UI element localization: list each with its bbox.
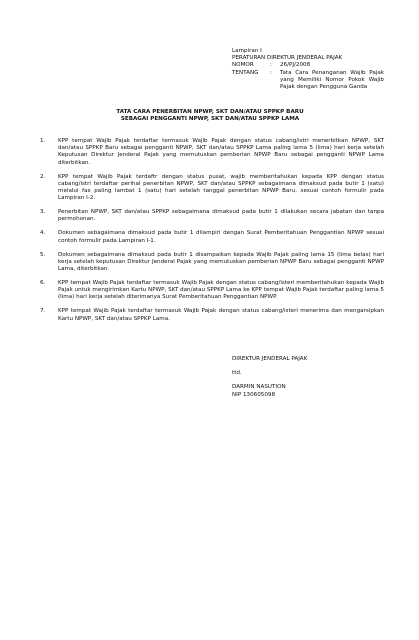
number-key: NOMOR xyxy=(232,62,254,69)
number-row xyxy=(232,62,384,69)
list-item xyxy=(40,252,384,274)
document-title xyxy=(40,109,380,123)
list-item xyxy=(40,230,384,244)
item-number: 1. xyxy=(40,138,46,144)
subject-value: Tata Cara Penanganan Wajib Pajak yang Memiliki Nomor Pokok Wajib Pajak dengan Pengguna Ganda xyxy=(280,69,384,91)
signatory-office: DIREKTUR JENDERAL PAJAK xyxy=(232,356,308,362)
item-number: 4. xyxy=(40,230,46,237)
subject-row xyxy=(232,70,384,92)
item-text: Dokumen sebagaimana dimaksud pada butir 1 disampaikan kepada Wajib Pajak paling lama 15 (lima belas) hari kerja setelah keputusan Direktur Jenderal Pajak yang memutuskan pemberian NPWP Baru sebagai pengganti NPWP Lama, diterbitkan. xyxy=(58,251,384,273)
title-line-2: SEBAGAI PENGGANTI NPWP, SKT DAN/ATAU SPPKP LAMA xyxy=(120,116,300,123)
item-number: 6. xyxy=(40,280,46,287)
item-number: 5. xyxy=(40,251,46,258)
regulation-title: PERATURAN DIREKTUR JENDERAL PAJAK xyxy=(232,55,343,62)
procedure-list xyxy=(40,138,384,330)
signature-block xyxy=(232,356,382,399)
signature-spacer xyxy=(232,377,382,384)
item-text: KPP tempat Wajib Pajak terdaftr dengan status pusat, wajib memberitahukan kepada KPP dengan status cabang/istri terdaftar perihal penerbitan NPWP, SKT dan/atau SPPKP sebagaimana dimaksud pada butir 1 (satu) melalui fax paling lambat 1 (satu) hari setelah tanggal penerbitan NPWP Baru, sesuai contoh formulir pada Lampiran I-2. xyxy=(58,173,384,202)
item-number: 3. xyxy=(40,209,46,216)
number-value: 26/PJ/2008 xyxy=(280,62,311,69)
list-item xyxy=(40,280,384,302)
signatory-name: DARMIN NASUTION xyxy=(232,384,286,391)
list-item xyxy=(40,209,384,223)
signature-spacer xyxy=(232,363,382,370)
list-item xyxy=(40,308,384,322)
item-number: 2. xyxy=(40,173,46,180)
title-line-1: TATA CARA PENERBITAN NPWP, SKT DAN/ATAU SPPKP BARU xyxy=(116,109,304,115)
item-text: KPP tempat Wajib Pajak terdaftar termasuk Wajib Pajak dengan status cabang/istri menerbitkan NPWP, SKT dan/atau SPPKP Baru sebagai pengganti NPWP, SKT dan/atau SPPKP Lama paling lama 5 (lima) hari kerja setelah Keputusan Direktur Jenderal Pajak yang memutuskan pemberian NPWP Baru sebagai pengganti NPWP Lama diterbitkan. xyxy=(58,138,384,166)
number-separator: : xyxy=(270,62,272,69)
list-item xyxy=(40,174,384,203)
item-text: Penerbitan NPWP, SKT dan/atau SPPKP sebagaimana dimaksud pada butir 1 dilakukan secara jabatan dan tanpa permohonan. xyxy=(58,209,384,223)
signed-mark: ttd. xyxy=(232,370,242,377)
list-item xyxy=(40,138,384,167)
item-text: KPP tempat Wajib Pajak terdaftar termasuk Wajib Pajak dengan status cabang/isteri memberitahukan kepada Wajib Pajak untuk mengirimkan Kartu NPWP, SKT dan/atau SPPKP Lama ke KPP tempat Wajib Pajak terdaftar paling lama 5 (lima) hari kerja setelah diterimanya Surat Pemberitahuan Penggantian NPWP. xyxy=(58,280,384,301)
item-number: 7. xyxy=(40,308,46,315)
signatory-nip: NIP 130605098 xyxy=(232,391,276,398)
subject-key: TENTANG xyxy=(232,69,259,76)
item-text: Dokumen sebagaimana dimaksud pada butir 1 dilampiri dengan Surat Pemberitahuan Penggantian NPWP sesuai contoh formulir pada Lampiran I-1. xyxy=(58,230,384,244)
item-text: KPP tempat Wajib Pajak terdaftar termasuk Wajib Pajak dengan status cabang/isteri menerima dan mengarsipkan Kartu NPWP, SKT dan/atau SPPKP Lama. xyxy=(58,308,384,322)
attachment-label: Lampiran I xyxy=(232,48,262,54)
attachment-header xyxy=(232,48,384,91)
subject-separator: : xyxy=(270,69,272,76)
